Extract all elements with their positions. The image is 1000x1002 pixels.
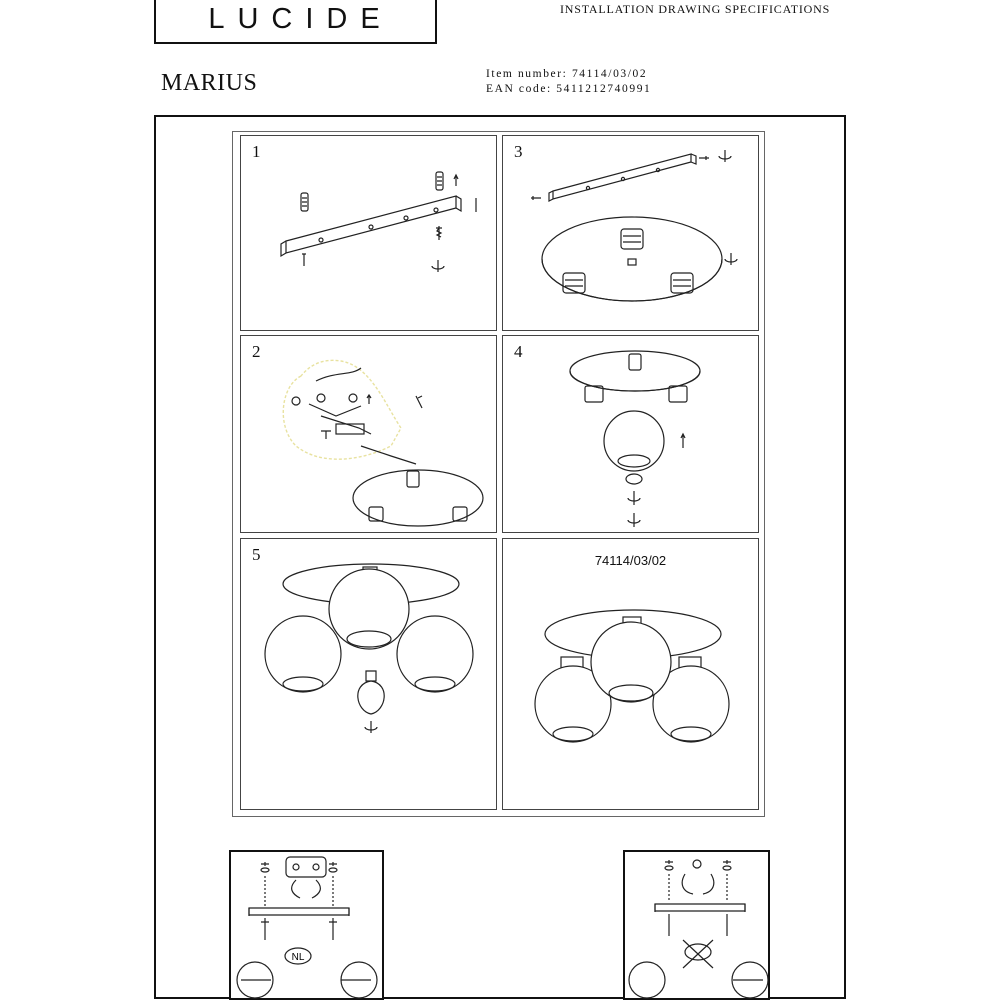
brand-logo-text: LUCIDE	[208, 3, 393, 35]
step-4-panel	[502, 335, 759, 533]
canopy-mount-illustration	[503, 136, 760, 332]
step-number: 4	[514, 342, 523, 361]
mounting-hint-right-illustration	[625, 852, 772, 1002]
hint-left-label: NL	[291, 952, 305, 963]
step-number: 5	[252, 545, 261, 564]
product-meta	[486, 67, 651, 97]
globe-fitting-illustration	[503, 336, 760, 534]
wiring-illustration	[241, 336, 498, 534]
product-name: MARIUS	[161, 70, 258, 96]
assembly-illustration	[241, 539, 498, 811]
step-1-panel	[240, 135, 497, 331]
step-number: 3	[514, 142, 523, 161]
brand-logo	[154, 0, 437, 44]
step-number: 2	[252, 342, 261, 361]
mounting-hint-right	[623, 850, 770, 1000]
ean-code: EAN code: 5411212740991	[486, 83, 652, 95]
final-view-panel	[502, 538, 759, 810]
step-number: 1	[252, 142, 261, 161]
document-title: INSTALLATION DRAWING SPECIFICATIONS	[560, 2, 831, 16]
mounting-hint-left	[229, 850, 384, 1000]
item-number: Item number: 74114/03/02	[486, 68, 648, 80]
step-3-panel	[502, 135, 759, 331]
step-5-panel	[240, 538, 497, 810]
mounting-hint-left-illustration	[231, 852, 386, 1002]
final-view-code: 74114/03/02	[594, 553, 667, 568]
step-2-panel	[240, 335, 497, 533]
bracket-illustration	[241, 136, 498, 332]
final-product-illustration	[503, 539, 760, 811]
